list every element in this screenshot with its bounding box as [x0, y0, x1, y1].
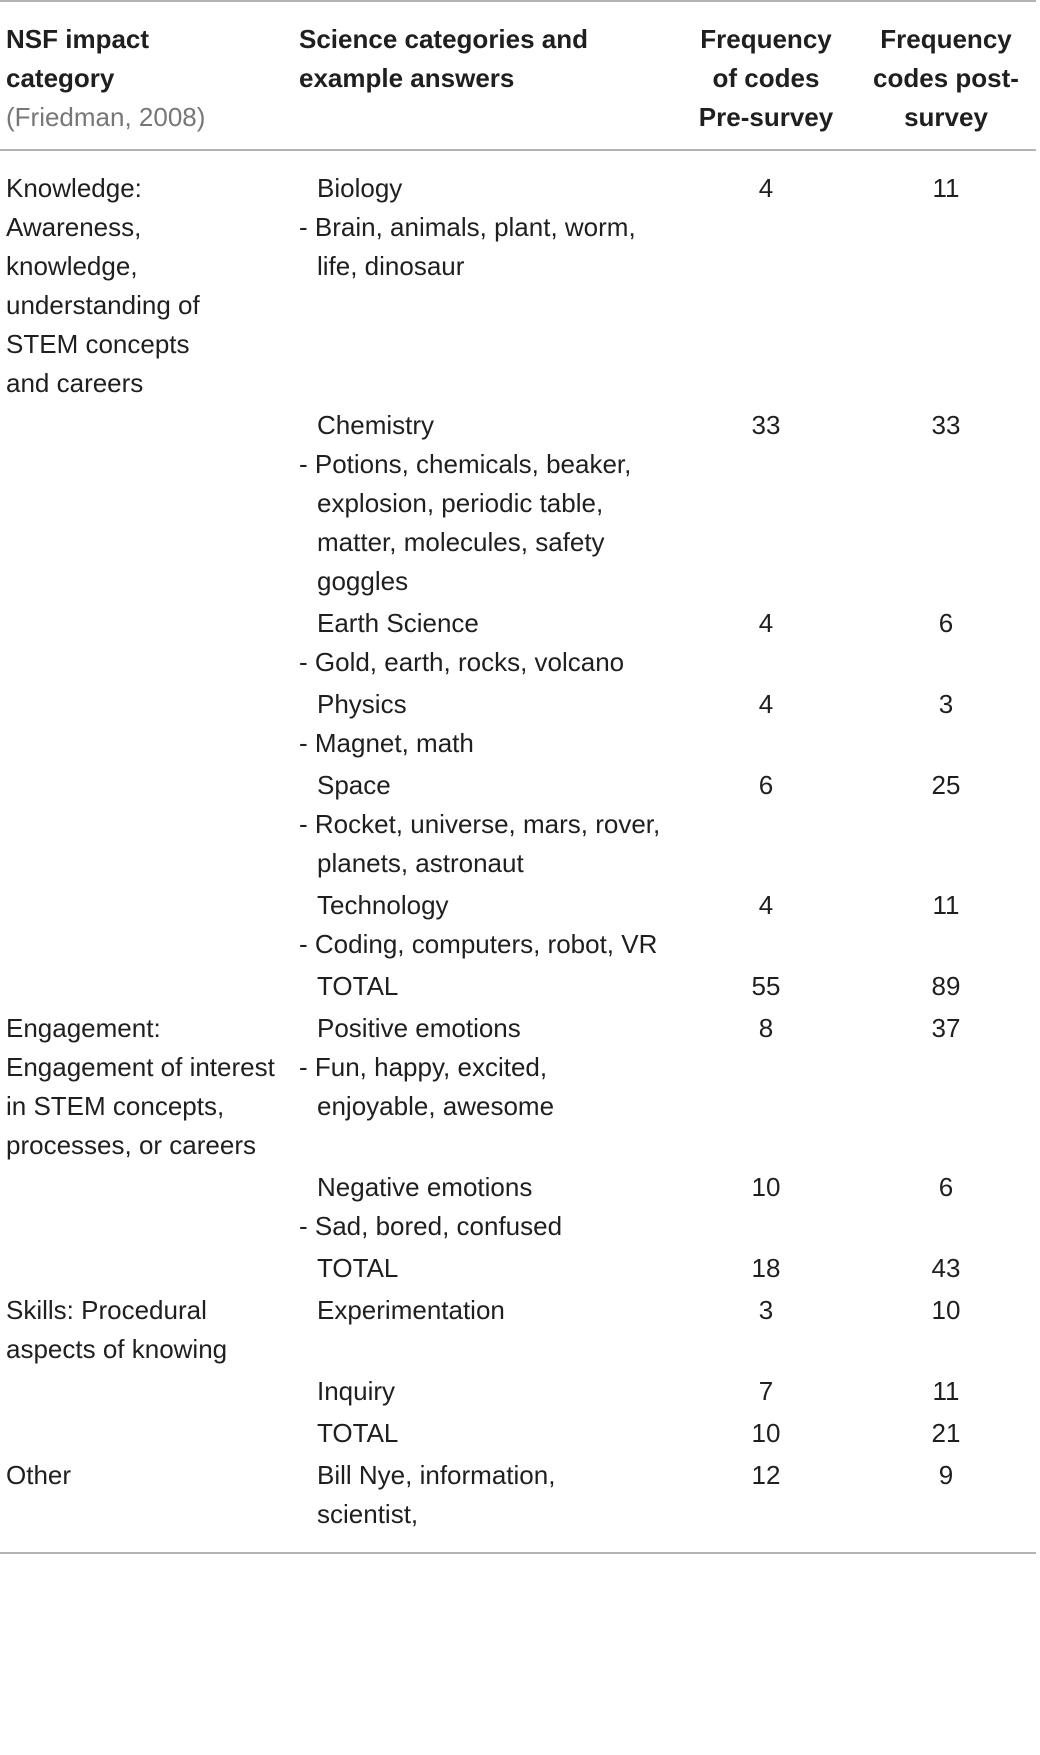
post-count: 33 [931, 410, 961, 440]
science-category-cell [293, 1006, 676, 1165]
post-count: 11 [932, 173, 960, 203]
science-category-name: Experimentation [317, 1295, 505, 1325]
impact-category-other: Other [6, 1460, 72, 1490]
post-total: 43 [931, 1253, 961, 1283]
science-category-cell [293, 150, 676, 403]
science-category-examples: - Brain, animals, plant, worm, life, dinosaur [299, 212, 636, 281]
header-citation: (Friedman, 2008) [6, 102, 206, 132]
table-row [0, 150, 1036, 403]
pre-total: 18 [751, 1253, 781, 1283]
science-category-cell [293, 1369, 676, 1411]
pre-count: 33 [751, 410, 781, 440]
science-category-examples: - Magnet, math [299, 728, 474, 758]
pre-count: 12 [751, 1460, 781, 1490]
pre-total: 10 [751, 1418, 781, 1448]
science-category-cell [293, 403, 676, 601]
science-category-examples: - Fun, happy, excited, enjoyable, awesome [299, 1052, 555, 1121]
header-impact-category-label: NSF impact category [6, 24, 150, 93]
post-total: 21 [931, 1418, 961, 1448]
table-row [0, 601, 1036, 682]
post-count: 11 [932, 1376, 960, 1406]
table-row [0, 403, 1036, 601]
science-category-cell [293, 763, 676, 883]
science-category-examples: - Rocket, universe, mars, rover, planets, astronaut [299, 809, 661, 878]
post-count: 6 [938, 608, 954, 638]
total-label-cell [293, 1411, 676, 1453]
post-total: 89 [931, 971, 961, 1001]
science-category-cell [293, 883, 676, 964]
total-label-cell [293, 964, 676, 1006]
header-post-survey: Frequency codes post-survey [873, 24, 1019, 132]
science-category-cell [293, 1453, 676, 1553]
post-count: 10 [931, 1295, 961, 1325]
table-row [0, 883, 1036, 964]
science-category-name: Negative emotions [317, 1172, 533, 1202]
pre-count: 7 [758, 1376, 774, 1406]
header-pre-survey: Frequency of codes Pre-survey [698, 24, 834, 132]
science-category-name: Space [317, 770, 391, 800]
pre-count: 10 [751, 1172, 781, 1202]
header-science-categories: Science categories and example answers [299, 24, 589, 93]
science-category-name: Earth Science [317, 608, 479, 638]
science-category-name: Inquiry [317, 1376, 396, 1406]
science-category-cell [293, 1165, 676, 1246]
table-row [0, 1453, 1036, 1553]
table-row [0, 1369, 1036, 1411]
pre-count: 3 [758, 1295, 774, 1325]
impact-category-knowledge: Knowledge: Awareness, knowledge, understanding of STEM concepts and careers [6, 173, 200, 398]
table-row [0, 1165, 1036, 1246]
science-category-name: Biology [317, 173, 403, 203]
science-category-cell [293, 682, 676, 763]
impact-category-engagement: Engagement: Engagement of interest in STEM concepts, processes, or careers [6, 1013, 275, 1160]
table-row [0, 1288, 1036, 1369]
header-row [0, 1, 1036, 150]
science-category-examples: - Gold, earth, rocks, volcano [299, 647, 625, 677]
post-count: 6 [938, 1172, 954, 1202]
total-label: TOTAL [317, 971, 399, 1001]
science-category-cell [293, 1288, 676, 1369]
science-category-name: Physics [317, 689, 407, 719]
post-count: 3 [938, 689, 954, 719]
pre-count: 4 [758, 689, 774, 719]
total-label: TOTAL [317, 1253, 399, 1283]
science-category-name: Bill Nye, information, scientist, [317, 1460, 556, 1529]
total-row [0, 1246, 1036, 1288]
pre-count: 4 [758, 608, 774, 638]
science-category-name: Chemistry [317, 410, 435, 440]
pre-total: 55 [751, 971, 781, 1001]
science-category-examples: - Coding, computers, robot, VR [299, 929, 658, 959]
post-count: 37 [931, 1013, 961, 1043]
total-row [0, 1411, 1036, 1453]
pre-count: 4 [758, 173, 774, 203]
pre-count: 6 [758, 770, 774, 800]
science-category-cell [293, 601, 676, 682]
total-label: TOTAL [317, 1418, 399, 1448]
table-row [0, 682, 1036, 763]
total-row [0, 964, 1036, 1006]
header-impact-category [0, 1, 293, 150]
science-category-examples: - Potions, chemicals, beaker, explosion, periodic table, matter, molecules, safety goggles [299, 449, 632, 596]
post-count: 11 [932, 890, 960, 920]
table-row [0, 763, 1036, 883]
impact-category-skills: Skills: Procedural aspects of knowing [6, 1295, 228, 1364]
table-row [0, 1006, 1036, 1165]
science-category-examples: - Sad, bored, confused [299, 1211, 563, 1241]
science-category-name: Technology [317, 890, 449, 920]
post-count: 25 [931, 770, 961, 800]
total-label-cell [293, 1246, 676, 1288]
post-count: 9 [938, 1460, 954, 1490]
science-category-name: Positive emotions [317, 1013, 521, 1043]
pre-count: 4 [758, 890, 774, 920]
pre-count: 8 [758, 1013, 774, 1043]
